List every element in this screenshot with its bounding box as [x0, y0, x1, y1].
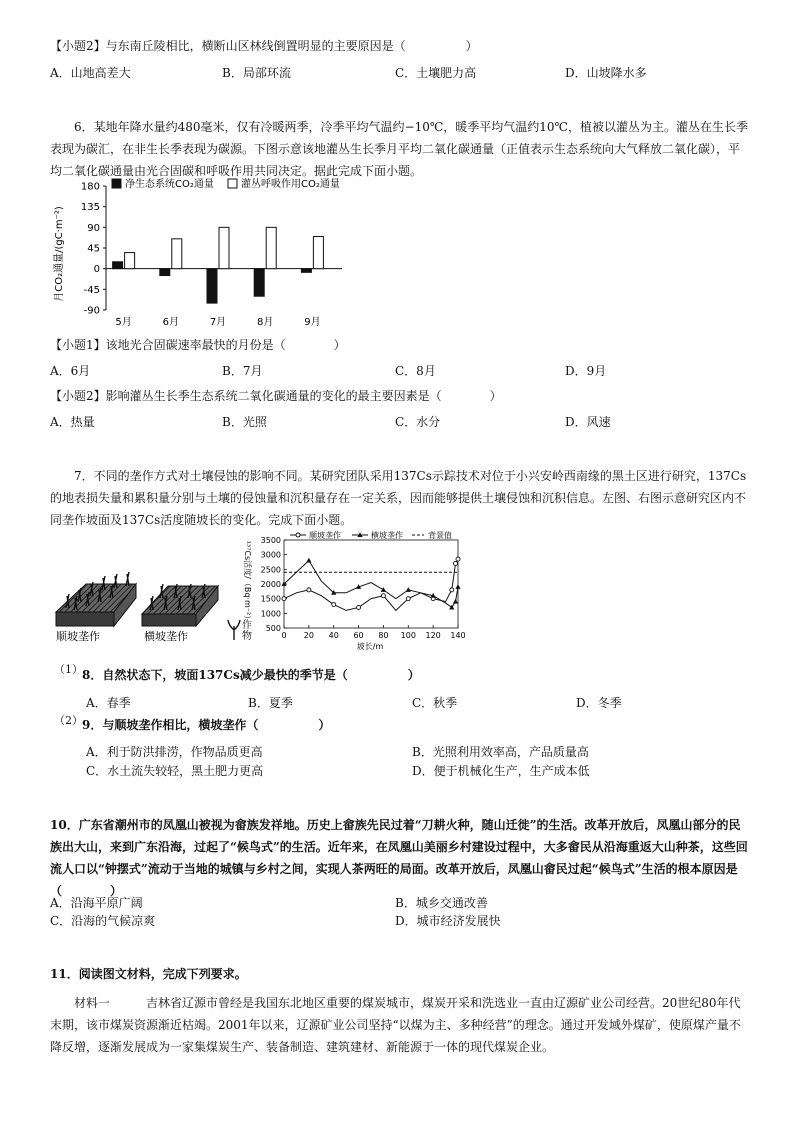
x-tick-labels — [115, 316, 320, 328]
q9-stem: 9．与顺坡垄作相比，横坡垄作（ ） — [82, 718, 331, 732]
q5-sub2-stem: 【小题2】与东南丘陵相比，横断山区林线倒置明显的主要原因是（ ） — [50, 39, 478, 53]
legend-label: 灌丛呼吸作用CO₂通量 — [241, 179, 340, 190]
down-slope-label: 顺坡垄作 — [56, 630, 100, 643]
chart-axes — [261, 536, 466, 640]
y-tick-label: 2000 — [260, 580, 281, 589]
plot-frame — [284, 540, 458, 628]
q7-intro: 7．不同的垄作方式对土壤侵蚀的影响不同。某研究团队采用137Cs示踪技术对位于小兴安岭西南缘的黑土区进行研究，137Cs的地表损失量和累积量分别与土壤的侵蚀量和沉积量存在一定关系，因而能够提供土壤侵蚀和沉积信息。左图、右图示意研究区内不同垄作坡面及137Cs活度随坡长的变化。完成下面小题。 — [50, 469, 747, 527]
q6-sub2-option-a[interactable]: A．热量 — [50, 415, 95, 429]
q7-sub2-number: （2） — [54, 714, 83, 727]
q6-sub1-option-a[interactable]: A．6月 — [50, 364, 91, 378]
y-axis-label: ¹³⁷Cs活度/（Bq·m⁻²） — [243, 540, 252, 624]
x-tick-label: 8月 — [257, 317, 274, 328]
legend-label: 顺坡垄作 — [309, 531, 341, 540]
legend-marker — [296, 533, 300, 537]
x-tick-label: 100 — [400, 631, 416, 640]
q10-option-a[interactable]: A．沿海平原广阔 — [50, 896, 143, 910]
ridge-tillage-diagram — [52, 562, 224, 646]
q6-sub1-stem: 【小题1】该地光合固碳速率最快的月份是（ ） — [50, 338, 346, 352]
y-tick-label: 2500 — [260, 565, 281, 575]
x-tick-label: 9月 — [304, 317, 321, 328]
y-tick-label: 3500 — [260, 536, 281, 545]
q6-intro: 6．某地年降水量约480毫米，仅有冷暖两季，冷季平均气温约−10℃，暖季平均气温约10℃，植被以灌丛为主。灌丛在生长季表现为碳汇，在非生长季表现为碳源。下图示意该地灌丛生长季月平均二氧化碳通量（正值表示生态系统向大气释放二氧化碳），平均二氧化碳通量由光合固碳和呼吸作用共同决定。据此完成下面小题。 — [50, 120, 748, 178]
down-slope-ridge-block — [56, 572, 136, 626]
legend-label: 净生态系统CO₂通量 — [125, 179, 214, 190]
x-tick-label: 40 — [328, 631, 339, 640]
q8-option-a[interactable]: A．春季 — [86, 696, 131, 710]
data-point — [456, 557, 460, 561]
q9-option-a[interactable]: A．利于防洪排涝，作物品质更高 — [86, 745, 263, 759]
y-tick-label: -90 — [83, 305, 100, 317]
y-tick-label: 180 — [80, 181, 100, 193]
legend-label: 背景值 — [428, 531, 452, 540]
bar — [254, 269, 264, 297]
bar — [113, 262, 123, 269]
q9-option-c[interactable]: C．水土流失较轻，黑土肥力更高 — [86, 764, 264, 778]
q6-sub2-stem: 【小题2】影响灌丛生长季生态系统二氧化碳通量的变化的最主要因素是（ ） — [50, 389, 502, 403]
x-tick-label: 7月 — [209, 317, 227, 328]
series-line — [284, 559, 458, 610]
data-point — [381, 587, 386, 592]
data-point — [357, 605, 361, 609]
data-point — [454, 561, 458, 565]
x-axis-label: 坡长/m — [356, 642, 384, 651]
q8-option-b[interactable]: B．夏季 — [248, 696, 293, 710]
q5-option-b[interactable]: B．局部环流 — [222, 66, 291, 80]
q8-option-d[interactable]: D．冬季 — [576, 696, 622, 710]
q8-stem: 8．自然状态下，坡面137Cs减少最快的季节是（ ） — [82, 668, 420, 682]
q8-option-c[interactable]: C．秋季 — [412, 696, 458, 710]
y-tick-label: 500 — [265, 624, 281, 633]
y-tick-label: 1500 — [260, 594, 281, 604]
bar — [266, 227, 276, 268]
q5-option-a[interactable]: A．山地高差大 — [50, 66, 131, 80]
bar — [313, 237, 323, 269]
q6-sub1-option-b[interactable]: B．7月 — [222, 364, 263, 378]
data-point — [450, 588, 454, 592]
legend-swatch — [228, 179, 237, 188]
bar — [172, 239, 182, 269]
x-tick-label: 80 — [378, 631, 389, 640]
x-tick-label: 5月 — [115, 317, 132, 328]
y-tick-label: 45 — [87, 243, 100, 255]
chart-legend — [290, 530, 452, 540]
q10-option-c[interactable]: C．沿海的气候凉爽 — [50, 914, 156, 928]
x-tick-label: 60 — [353, 631, 364, 640]
bar — [160, 269, 170, 276]
bar-series — [113, 227, 324, 303]
y-axis-label: 月CO₂通量/(gC·m⁻²) — [54, 206, 65, 302]
data-point — [332, 603, 336, 607]
q6-sub2-option-c[interactable]: C．水分 — [395, 415, 441, 429]
data-point — [455, 584, 460, 589]
x-tick-label: 20 — [303, 631, 314, 640]
co2-flux-chart — [50, 172, 350, 330]
legend-swatch — [112, 179, 121, 188]
chart-legend — [112, 177, 340, 190]
x-tick-label: 0 — [281, 631, 287, 640]
q6-sub2-option-b[interactable]: B．光照 — [222, 415, 267, 429]
y-tick-label: 0 — [93, 264, 100, 276]
q5-option-d[interactable]: D．山坡降水多 — [565, 66, 647, 80]
data-point — [406, 587, 411, 592]
q6-sub1-option-d[interactable]: D．9月 — [565, 364, 607, 378]
cross-slope-label: 横坡垄作 — [144, 630, 188, 643]
x-tick-label: 140 — [450, 631, 466, 640]
q11-material: 材料一 吉林省辽源市曾经是我国东北地区重要的煤炭城市，煤炭开采和洗选业一直由辽源矿业公司经营。20世纪80年代末期，该市煤炭资源渐近枯竭。2001年以来，辽源矿业公司坚持“以煤为主、多种经营”的理念。通过开发域外煤矿，使原煤产量不降反增，逐渐发展成为一家集煤炭生产、装备制造、建筑建材、新能源于一体的现代煤炭企业。 — [50, 996, 741, 1054]
q7-sub1-number: （1） — [54, 663, 83, 676]
bar — [219, 227, 229, 268]
cross-slope-ridge-block — [142, 584, 218, 626]
cs137-activity-chart — [236, 528, 472, 652]
q10-option-d[interactable]: D．城市经济发展快 — [395, 914, 501, 928]
data-point — [307, 588, 311, 592]
q6-sub2-option-d[interactable]: D．风速 — [565, 415, 611, 429]
data-point — [453, 599, 458, 604]
q9-option-d[interactable]: D．便于机械化生产，生产成本低 — [412, 764, 590, 778]
q10-option-b[interactable]: B．城乡交通改善 — [395, 896, 488, 910]
y-tick-label: 1000 — [260, 609, 281, 619]
y-tick-label: 90 — [87, 222, 100, 234]
x-tick-label: 120 — [425, 631, 441, 640]
x-tick-label: 6月 — [162, 317, 179, 328]
q11-stem: 11．阅读图文材料，完成下列要求。 — [50, 967, 247, 981]
bar — [125, 253, 135, 269]
y-tick-label: 3000 — [260, 550, 281, 560]
y-tick-label: 135 — [80, 202, 100, 214]
crop-label: 作物 — [242, 620, 252, 642]
line-series — [281, 557, 460, 610]
bar — [301, 269, 311, 273]
data-point — [282, 597, 286, 601]
q5-option-c[interactable]: C．土壤肥力高 — [395, 66, 477, 80]
q10-stem: 10．广东省潮州市的凤凰山被视为畲族发祥地。历史上畲族先民过着“刀耕火种，随山迁徙”的生活。改革开放后，凤凰山部分的民族出大山，来到广东沿海，过起了“候鸟式”的生活。近年来，在凤凰山美丽乡村建设过程中，大多畲民从沿海重返大山种茶，这些回流人口以“钟摆式”流动于当地的城镇与乡村之间，实现人茶两旺的局面。改革开放后，凤凰山畲民过起“候鸟式”生活的根本原因是（ ） — [50, 818, 748, 898]
y-tick-label: -45 — [83, 284, 100, 296]
q9-option-b[interactable]: B．光照利用效率高，产品质量高 — [412, 745, 589, 759]
data-point — [381, 594, 385, 598]
data-point — [306, 558, 311, 563]
data-point — [406, 597, 410, 601]
q6-sub1-option-c[interactable]: C．8月 — [395, 364, 436, 378]
legend-label: 横坡垄作 — [371, 531, 403, 540]
bar — [207, 269, 217, 303]
